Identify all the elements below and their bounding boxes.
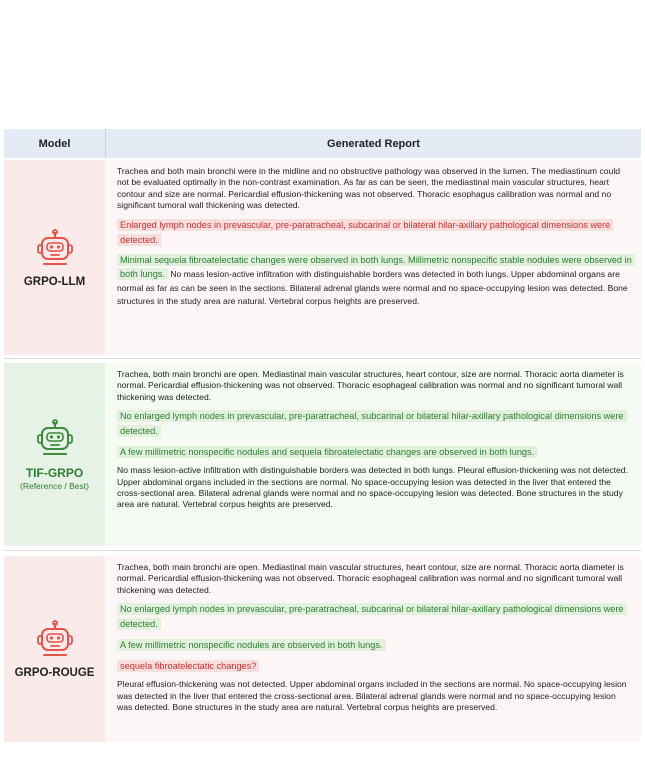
incorrect-finding [117, 217, 633, 247]
row-divider [4, 550, 641, 551]
model-name: GRPO-ROUGE [14, 667, 95, 679]
header-model: Model [4, 129, 106, 158]
model-cell [4, 363, 105, 546]
highlighted-text: No enlarged lymph nodes in prevascular, pre-paratracheal, subcarinal or bilateral hilar-axillary pathological dimensions were detected. [117, 410, 627, 437]
report-cell [105, 160, 641, 355]
table-row [4, 363, 641, 546]
model-cell [4, 160, 105, 355]
table-row [4, 556, 641, 742]
report-paragraph: Trachea, both main bronchi are open. Mediastinal main vascular structures, heart contour, size are normal. Thoracic aorta diameter is normal. Pericardial effusion-thickening was not observed. Thoracic esophageal calibration was normal and no significant tumoral wall thickening was detected. [117, 369, 624, 402]
correct-finding [117, 253, 633, 308]
header-generated-report: Generated Report [327, 137, 420, 150]
model-cell [4, 556, 105, 742]
highlighted-text: Minimal sequela fibroatelectatic changes were observed in both lungs. Millimetric nonspecific stable nodules were observed in both lungs. [117, 254, 635, 280]
report-paragraph: Trachea and both main bronchi were in the midline and no obstructive pathology was observed in the lumen. The mediastinum could not be evaluated optimally in the non-contrast examination. As far as can be seen, the mediastinal main vascular structures, heart contour and size are normal. Pericardial effusion-thickening was not observed. Thoracic esophagus calibration was normal and no significant tumoral wall thickening was detected. [117, 166, 621, 211]
model-subtitle: (Reference / Best) [20, 481, 89, 491]
row-divider [4, 358, 641, 359]
correct-finding [117, 637, 633, 652]
report-text: No mass lesion-active infiltration with distinguishable borders was detected in both lungs. Upper abdominal organs are normal as far as can be seen in the sections. Bilateral adrenal glands were normal and no space-occupying lesion was detected. Bone structures in the study area are natural. Vertebral corpus heights are preserved. [117, 268, 628, 307]
robot-icon [35, 619, 75, 659]
report-cell [105, 363, 641, 546]
table-row [4, 160, 641, 355]
report-cell [105, 556, 641, 742]
robot-icon [35, 228, 75, 268]
correct-finding [117, 408, 633, 438]
model-name: GRPO-LLM [23, 275, 86, 288]
incorrect-finding [117, 658, 633, 673]
highlighted-text: No enlarged lymph nodes in prevascular, pre-paratracheal, subcarinal or bilateral hilar-axillary pathological dimensions were detected. [117, 603, 627, 630]
report-paragraph: Pleural effusion-thickening was not detected. Upper abdominal organs included in the sections are normal. No space-occupying lesion was detected in the liver that entered the cross-sectional area. Bilateral adrenal glands were normal and no space-occupying lesion was detected. Bone structures in the study area are natural. Vertebral corpus heights are preserved. [117, 679, 627, 713]
report-paragraph: No mass lesion-active infiltration with distinguishable borders was detected in both lungs. Pleural effusion-thickening was not detected. Upper abdominal organs included in the sections are normal. No space-occupying lesion was detected in the liver that entered the cross-sectional area. Bilateral adrenal glands were normal and no space-occupying lesion was detected. Bone structures in the study area are natural. Vertebral corpus heights are preserved. [117, 465, 628, 510]
table-header [4, 129, 641, 158]
report-paragraph: Trachea, both main bronchi are open. Mediastinal main vascular structures, heart contour, size are normal. Thoracic aorta diameter is normal. Pericardial effusion-thickening was not observed. Thoracic esophageal calibration was normal and no significant tumoral wall thickening was detected. [117, 562, 624, 595]
correct-finding [117, 601, 633, 631]
highlighted-text: Enlarged lymph nodes in prevascular, pre-paratracheal, subcarinal or bilateral hilar-axillary pathological dimensions were detected. [117, 219, 613, 246]
correct-finding [117, 444, 633, 459]
highlighted-text: A few millimetric nonspecific nodules are observed in both lungs. [117, 639, 386, 651]
highlighted-text: A few millimetric nonspecific nodules and sequela fibroatelectatic changes are observed in both lungs. [117, 446, 537, 458]
highlighted-text: sequela fibroatelectatic changes? [117, 660, 259, 672]
report-comparison-table [4, 129, 641, 713]
robot-icon [35, 418, 75, 458]
model-name: TIF-GRPO [25, 466, 84, 480]
